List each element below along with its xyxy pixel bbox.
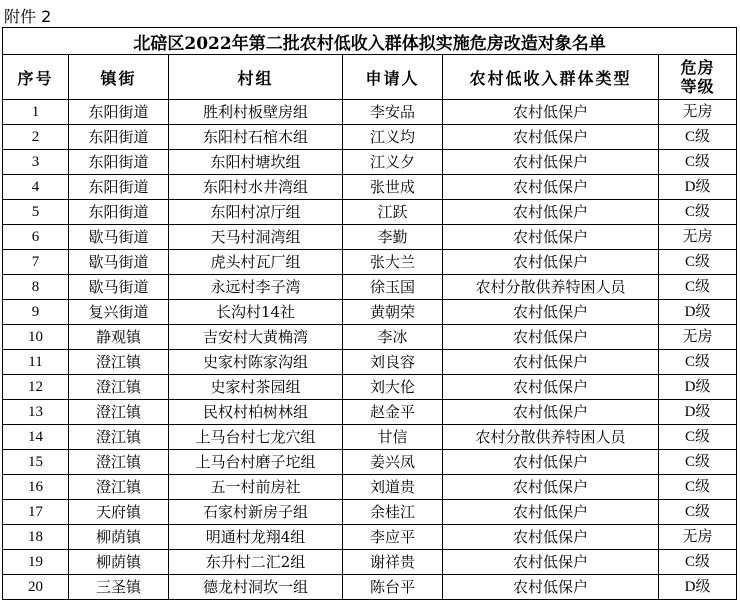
cell-group-type: 农村低保户 — [443, 200, 659, 225]
cell-group-type: 农村分散供养特困人员 — [443, 275, 659, 300]
cell-danger-level: D级 — [659, 175, 737, 200]
cell-index: 12 — [3, 375, 69, 400]
cell-applicant: 李安品 — [343, 100, 443, 125]
cell-village-group: 吉安村大黄桷湾 — [169, 325, 343, 350]
cell-index: 10 — [3, 325, 69, 350]
cell-street: 三圣镇 — [69, 575, 169, 600]
cell-street: 澄江镇 — [69, 400, 169, 425]
cell-applicant: 江义均 — [343, 125, 443, 150]
cell-applicant: 张大兰 — [343, 250, 443, 275]
cell-index: 8 — [3, 275, 69, 300]
cell-danger-level: C级 — [659, 275, 737, 300]
cell-street: 东阳街道 — [69, 175, 169, 200]
cell-applicant: 江义夕 — [343, 150, 443, 175]
cell-index: 7 — [3, 250, 69, 275]
cell-index: 14 — [3, 425, 69, 450]
header-row — [3, 55, 737, 100]
cell-village-group: 东升村二汇2组 — [169, 550, 343, 575]
cell-street: 东阳街道 — [69, 200, 169, 225]
cell-applicant: 谢祥贵 — [343, 550, 443, 575]
cell-street: 澄江镇 — [69, 475, 169, 500]
table-row — [3, 575, 737, 600]
table-row — [3, 200, 737, 225]
cell-street: 澄江镇 — [69, 350, 169, 375]
cell-danger-level: C级 — [659, 550, 737, 575]
cell-street: 复兴街道 — [69, 300, 169, 325]
cell-index: 4 — [3, 175, 69, 200]
cell-village-group: 东阳村凉厅组 — [169, 200, 343, 225]
cell-group-type: 农村低保户 — [443, 250, 659, 275]
cell-village-group: 永远村李子湾 — [169, 275, 343, 300]
cell-danger-level: D级 — [659, 375, 737, 400]
cell-danger-level: C级 — [659, 350, 737, 375]
cell-danger-level: C级 — [659, 500, 737, 525]
cell-village-group: 东阳村石棺木组 — [169, 125, 343, 150]
cell-group-type: 农村低保户 — [443, 525, 659, 550]
cell-street: 澄江镇 — [69, 375, 169, 400]
cell-index: 11 — [3, 350, 69, 375]
cell-danger-level: D级 — [659, 400, 737, 425]
table-row — [3, 375, 737, 400]
cell-applicant: 陈台平 — [343, 575, 443, 600]
cell-applicant: 李勤 — [343, 225, 443, 250]
cell-street: 澄江镇 — [69, 425, 169, 450]
header-applicant: 申请人 — [343, 55, 443, 100]
cell-danger-level: 无房 — [659, 100, 737, 125]
cell-street: 天府镇 — [69, 500, 169, 525]
cell-group-type: 农村低保户 — [443, 150, 659, 175]
cell-group-type: 农村低保户 — [443, 500, 659, 525]
cell-village-group: 史家村陈家沟组 — [169, 350, 343, 375]
cell-group-type: 农村低保户 — [443, 100, 659, 125]
cell-applicant: 刘道贵 — [343, 475, 443, 500]
cell-group-type: 农村分散供养特困人员 — [443, 425, 659, 450]
cell-village-group: 五一村前房社 — [169, 475, 343, 500]
cell-village-group: 上马台村磨子坨组 — [169, 450, 343, 475]
cell-applicant: 李冰 — [343, 325, 443, 350]
header-index: 序号 — [3, 55, 69, 100]
cell-applicant: 徐玉国 — [343, 275, 443, 300]
cell-village-group: 长沟村14社 — [169, 300, 343, 325]
cell-danger-level: C级 — [659, 450, 737, 475]
cell-danger-level: C级 — [659, 250, 737, 275]
cell-group-type: 农村低保户 — [443, 300, 659, 325]
cell-village-group: 胜利村板壁房组 — [169, 100, 343, 125]
header-danger-level — [659, 55, 737, 100]
cell-index: 17 — [3, 500, 69, 525]
housing-renovation-table — [2, 27, 737, 600]
header-group-type: 农村低收入群体类型 — [443, 55, 659, 100]
table-row — [3, 350, 737, 375]
table-row — [3, 100, 737, 125]
cell-danger-level: 无房 — [659, 525, 737, 550]
cell-group-type: 农村低保户 — [443, 475, 659, 500]
attachment-label: 附件 2 — [4, 7, 52, 26]
cell-street: 歇马街道 — [69, 250, 169, 275]
table-row — [3, 550, 737, 575]
cell-index: 9 — [3, 300, 69, 325]
table-row — [3, 150, 737, 175]
cell-street: 柳荫镇 — [69, 525, 169, 550]
cell-danger-level: 无房 — [659, 225, 737, 250]
cell-applicant: 黄朝荣 — [343, 300, 443, 325]
cell-applicant: 李应平 — [343, 525, 443, 550]
cell-index: 16 — [3, 475, 69, 500]
cell-danger-level: D级 — [659, 575, 737, 600]
cell-village-group: 民权村柏树林组 — [169, 400, 343, 425]
cell-group-type: 农村低保户 — [443, 550, 659, 575]
cell-group-type: 农村低保户 — [443, 175, 659, 200]
cell-applicant: 余桂江 — [343, 500, 443, 525]
cell-village-group: 上马台村七龙穴组 — [169, 425, 343, 450]
table-row — [3, 225, 737, 250]
table-row — [3, 450, 737, 475]
cell-group-type: 农村低保户 — [443, 350, 659, 375]
cell-village-group: 天马村洞湾组 — [169, 225, 343, 250]
cell-village-group: 东阳村塘坎组 — [169, 150, 343, 175]
table-row — [3, 125, 737, 150]
table-row — [3, 250, 737, 275]
cell-index: 20 — [3, 575, 69, 600]
header-village-group: 村组 — [169, 55, 343, 100]
table-title: 北碚区2022年第二批农村低收入群体拟实施危房改造对象名单 — [3, 28, 737, 55]
cell-group-type: 农村低保户 — [443, 225, 659, 250]
cell-applicant: 江跃 — [343, 200, 443, 225]
cell-index: 6 — [3, 225, 69, 250]
cell-index: 15 — [3, 450, 69, 475]
table-row — [3, 475, 737, 500]
cell-index: 5 — [3, 200, 69, 225]
table-row — [3, 300, 737, 325]
cell-danger-level: D级 — [659, 300, 737, 325]
table-row — [3, 275, 737, 300]
cell-applicant: 刘大伦 — [343, 375, 443, 400]
cell-street: 东阳街道 — [69, 125, 169, 150]
cell-village-group: 史家村茶园组 — [169, 375, 343, 400]
cell-index: 19 — [3, 550, 69, 575]
cell-street: 柳荫镇 — [69, 550, 169, 575]
cell-danger-level: C级 — [659, 475, 737, 500]
cell-group-type: 农村低保户 — [443, 400, 659, 425]
cell-street: 东阳街道 — [69, 100, 169, 125]
cell-index: 13 — [3, 400, 69, 425]
cell-applicant: 刘良容 — [343, 350, 443, 375]
cell-danger-level: C级 — [659, 150, 737, 175]
cell-village-group: 德龙村洞坎一组 — [169, 575, 343, 600]
cell-village-group: 石家村新房子组 — [169, 500, 343, 525]
cell-village-group: 虎头村瓦厂组 — [169, 250, 343, 275]
table-row — [3, 400, 737, 425]
cell-group-type: 农村低保户 — [443, 575, 659, 600]
cell-index: 3 — [3, 150, 69, 175]
cell-street: 东阳街道 — [69, 150, 169, 175]
cell-index: 2 — [3, 125, 69, 150]
table-row — [3, 500, 737, 525]
cell-applicant: 赵金平 — [343, 400, 443, 425]
cell-index: 18 — [3, 525, 69, 550]
cell-danger-level: C级 — [659, 125, 737, 150]
cell-group-type: 农村低保户 — [443, 375, 659, 400]
table-row — [3, 525, 737, 550]
table-row — [3, 325, 737, 350]
table-row — [3, 425, 737, 450]
header-danger-level-line1: 危房 — [680, 58, 715, 77]
cell-street: 澄江镇 — [69, 450, 169, 475]
cell-applicant: 姜兴凤 — [343, 450, 443, 475]
cell-street: 歇马街道 — [69, 225, 169, 250]
cell-village-group: 东阳村水井湾组 — [169, 175, 343, 200]
cell-street: 歇马街道 — [69, 275, 169, 300]
header-street: 镇街 — [69, 55, 169, 100]
cell-danger-level: 无房 — [659, 325, 737, 350]
table-body — [3, 100, 737, 600]
cell-group-type: 农村低保户 — [443, 450, 659, 475]
cell-group-type: 农村低保户 — [443, 325, 659, 350]
cell-village-group: 明通村龙翔4组 — [169, 525, 343, 550]
cell-street: 静观镇 — [69, 325, 169, 350]
cell-danger-level: C级 — [659, 425, 737, 450]
cell-group-type: 农村低保户 — [443, 125, 659, 150]
cell-index: 1 — [3, 100, 69, 125]
cell-applicant: 张世成 — [343, 175, 443, 200]
table-row — [3, 175, 737, 200]
header-danger-level-line2: 等级 — [680, 77, 715, 96]
cell-applicant: 甘信 — [343, 425, 443, 450]
cell-danger-level: C级 — [659, 200, 737, 225]
